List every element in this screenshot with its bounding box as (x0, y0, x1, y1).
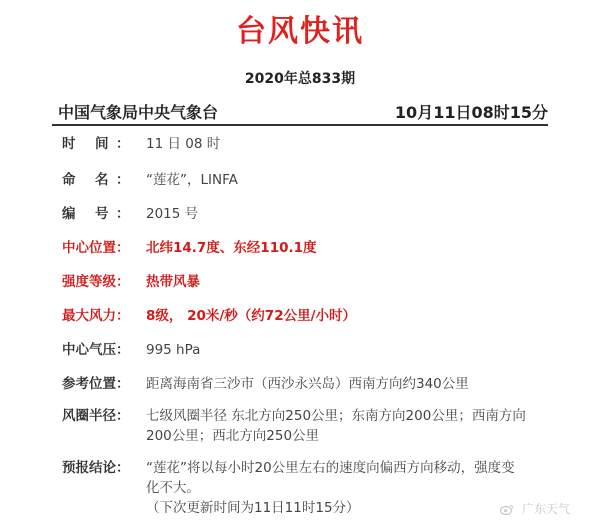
header-divider (52, 124, 548, 126)
field-label: 参考位置： (62, 376, 130, 392)
field-value: 热带风暴 (146, 274, 200, 290)
forecast-note: （下次更新时间为11日11时15分） (146, 500, 360, 516)
issue-datetime: 10月11日08时15分 (394, 103, 548, 122)
field-value: “莲花”，LINFA (146, 172, 238, 188)
watermark (500, 500, 570, 517)
field-label: 最大风力： (62, 308, 130, 324)
field-label: 中心位置： (62, 240, 130, 256)
field-label: 预报结论： (62, 460, 130, 476)
weibo-icon (500, 504, 514, 515)
field-value: 11 日 08 时 (146, 136, 221, 152)
field-value: 8级， 20米/秒（约72公里/小时） (146, 308, 357, 324)
field-value (146, 458, 526, 518)
field-label: 时 间： (62, 136, 137, 152)
field-value: 995 hPa (146, 342, 201, 358)
field-label: 风圈半径： (62, 408, 130, 424)
bulletin-title: 台风快讯 (236, 14, 364, 49)
watermark-text: 广东天气 (521, 502, 570, 516)
field-label: 命 名： (62, 172, 137, 188)
field-label: 编 号： (62, 206, 137, 222)
forecast-text: “莲花”将以每小时20公里左右的速度向偏西方向移动，强度变化不大。 (146, 460, 515, 496)
field-value: 七级风圈半径 东北方向250公里；东南方向200公里；西南方向200公里；西北方向250公里 (146, 408, 526, 444)
field-value: 距离海南省三沙市（西沙永兴岛）西南方向约340公里 (146, 376, 469, 392)
field-label: 中心气压： (62, 342, 130, 358)
agency-name: 中国气象局中央气象台 (58, 103, 219, 122)
field-value: 2015 号 (146, 206, 199, 222)
field-label: 强度等级： (62, 274, 130, 290)
field-value: 北纬14.7度、东经110.1度 (146, 240, 317, 256)
issue-number: 2020年总833期 (244, 71, 356, 87)
